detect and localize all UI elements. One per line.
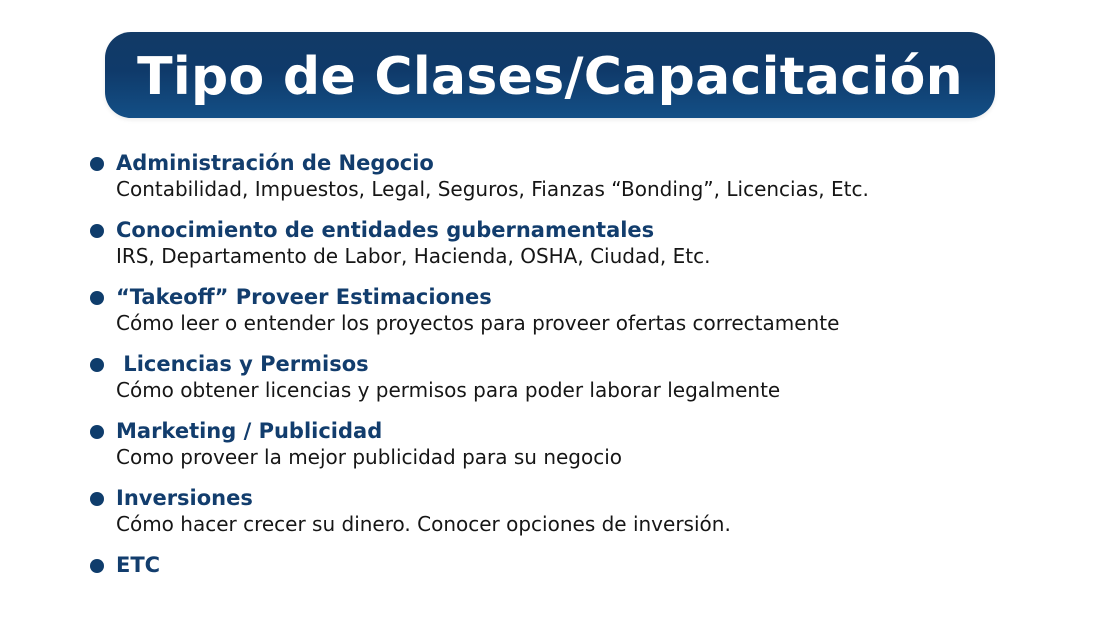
bullet-icon <box>90 358 104 372</box>
bullet-icon <box>90 157 104 171</box>
item-title: Administración de Negocio <box>116 151 434 175</box>
title-banner <box>105 32 995 118</box>
bullet-icon <box>90 425 104 439</box>
bullet-icon <box>90 559 104 573</box>
item-title: Marketing / Publicidad <box>116 419 383 443</box>
item-title: ETC <box>116 553 161 577</box>
item-description: Cómo obtener licencias y permisos para poder laborar legalmente <box>116 378 781 402</box>
item-title: Inversiones <box>116 486 253 510</box>
list-item <box>88 418 1048 470</box>
list-item <box>88 150 1048 202</box>
list-item <box>88 217 1048 269</box>
list-item <box>88 552 1048 578</box>
bullet-icon <box>90 492 104 506</box>
list-item <box>88 351 1048 403</box>
item-description: Cómo hacer crecer su dinero. Conocer opciones de inversión. <box>116 512 731 536</box>
item-description: Contabilidad, Impuestos, Legal, Seguros, Fianzas “Bonding”, Licencias, Etc. <box>116 177 869 201</box>
list-item <box>88 284 1048 336</box>
page-title: Tipo de Clases/Capacitación <box>137 47 963 107</box>
bullet-icon <box>90 291 104 305</box>
item-title: Conocimiento de entidades gubernamentales <box>116 218 655 242</box>
list-item <box>88 485 1048 537</box>
item-title: “Takeoff” Proveer Estimaciones <box>116 285 492 309</box>
bullet-icon <box>90 224 104 238</box>
item-description: IRS, Departamento de Labor, Hacienda, OSHA, Ciudad, Etc. <box>116 244 711 268</box>
item-description: Cómo leer o entender los proyectos para proveer ofertas correctamente <box>116 311 840 335</box>
item-title: Licencias y Permisos <box>116 352 369 376</box>
training-topics-list <box>88 150 1048 578</box>
item-description: Como proveer la mejor publicidad para su negocio <box>116 445 623 469</box>
